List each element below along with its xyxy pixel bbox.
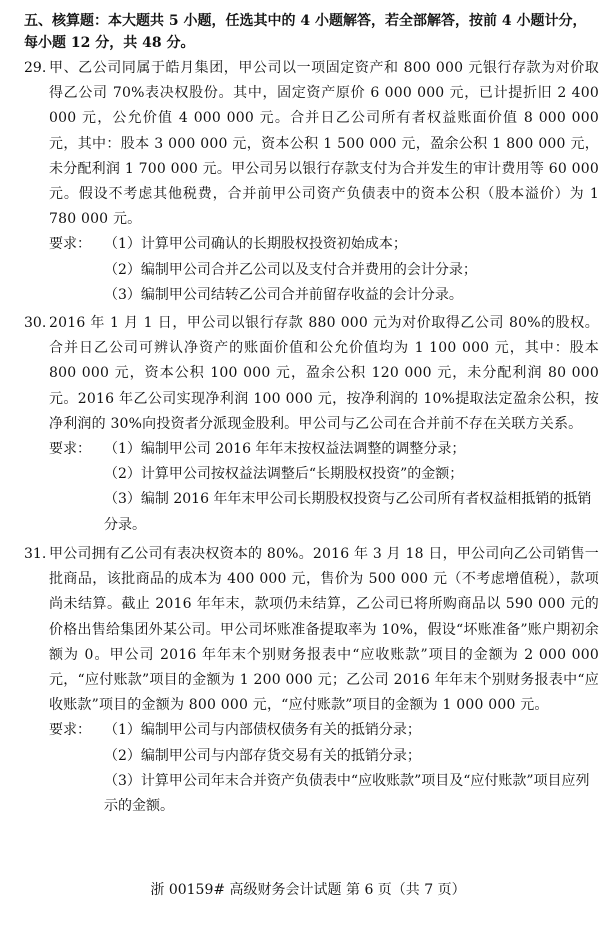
requirement-item: （1）编制甲公司 2016 年年末按权益法调整的调整分录； <box>104 441 466 458</box>
requirement-item: （3）计算甲公司年末合并资产负债表中“应收账款”项目及“应付账款”项目应列示的金额。 <box>104 772 590 815</box>
requirement-item: （2）编制甲公司合并乙公司以及支付合并费用的会计分录； <box>104 261 477 278</box>
requirement-item: （3）编制 2016 年年末甲公司长期股权投资与乙公司所有者权益相抵销的抵销分录。 <box>104 491 592 533</box>
page-footer: 浙 00159# 高级财务会计试题 第 6 页（共 7 页） <box>150 882 466 898</box>
question-29 <box>24 56 599 308</box>
question-body: 甲公司拥有乙公司有表决权资本的 80%。2016 年 3 月 18 日，甲公司向乙公司销售一批商品，该批商品的成本为 400 000 元，售价为 500 000 元（不考虑增值税），款项尚未结算。截止 2016 年年末，款项仍未结算，乙公司已将所购商品以 590 000 元的价格出售给集团外某公司。甲公司坏账准备提取率为 10%，假设“坏账准备”账户期初余额为 0。甲公司 2016 年年末个别财务报表中“应收账款”项目的金额为 2 000 000 元，“应付账款”项目的金额为 1 200 000 元；乙公司 2016 年年末个别财务报表中“应收账款”项目的金额为 800 000 元，“应付账款”项目的金额为 1 000 000 元。 <box>49 546 599 714</box>
requirement-item: （1）编制甲公司与内部债权债务有关的抵销分录； <box>104 722 421 739</box>
question-number: 29. <box>24 60 47 76</box>
section-header: 五、核算题：本大题共 5 小题，任选其中的 4 小题解答，若全部解答，按前 4 小题计分，每小题 12 分，共 48 分。 <box>24 13 587 51</box>
question-30 <box>24 311 599 538</box>
requirements <box>49 718 599 819</box>
question-number: 30. <box>24 315 47 331</box>
requirements-lead: 要求： <box>49 441 91 458</box>
requirements-lead: 要求： <box>49 236 91 253</box>
requirement-item: （2）编制甲公司与内部存货交易有关的抵销分录； <box>104 747 421 764</box>
question-body: 甲、乙公司同属于皓月集团，甲公司以一项固定资产和 800 000 元银行存款为对价取得乙公司 70%表决权股份。其中，固定资产原价 6 000 000 元，已计提折旧 2 400 000 元，公允价值 4 000 000 元。合并日乙公司所有者权益账面价值 8 000 000 元，其中：股本 3 000 000 元，资本公积 1 500 000 元，盈余公积 1 800 000 元，未分配利润 1 700 000 元。甲公司另以银行存款支付为合并发生的审计费用等 60 000 元。假设不考虑其他税费，合并前甲公司资产负债表中的资本公积（股本溢价）为 1 780 000 元。 <box>49 60 599 228</box>
requirements <box>49 232 599 308</box>
requirement-item: （1）计算甲公司确认的长期股权投资初始成本； <box>104 236 407 253</box>
requirement-item: （2）计算甲公司按权益法调整后“长期股权投资”的金额； <box>104 466 464 483</box>
question-number: 31. <box>24 546 47 562</box>
requirements <box>49 437 599 538</box>
requirements-lead: 要求： <box>49 722 91 739</box>
requirement-item: （3）编制甲公司结转乙公司合并前留存收益的会计分录。 <box>104 286 463 303</box>
question-31 <box>24 542 599 819</box>
question-body: 2016 年 1 月 1 日，甲公司以银行存款 880 000 元为对价取得乙公司 80%的股权。合并日乙公司可辨认净资产的账面价值和公允价值均为 1 100 000 元，其中：股本 800 000 元，资本公积 100 000 元，盈余公积 120 000 元，未分配利润 80 000 元。2016 年乙公司实现净利润 100 000 元，按净利润的 10%提取法定盈余公积，按净利润的 30%向投资者分派现金股利。甲公司与乙公司在合并前不存在关联方关系。 <box>49 315 599 432</box>
